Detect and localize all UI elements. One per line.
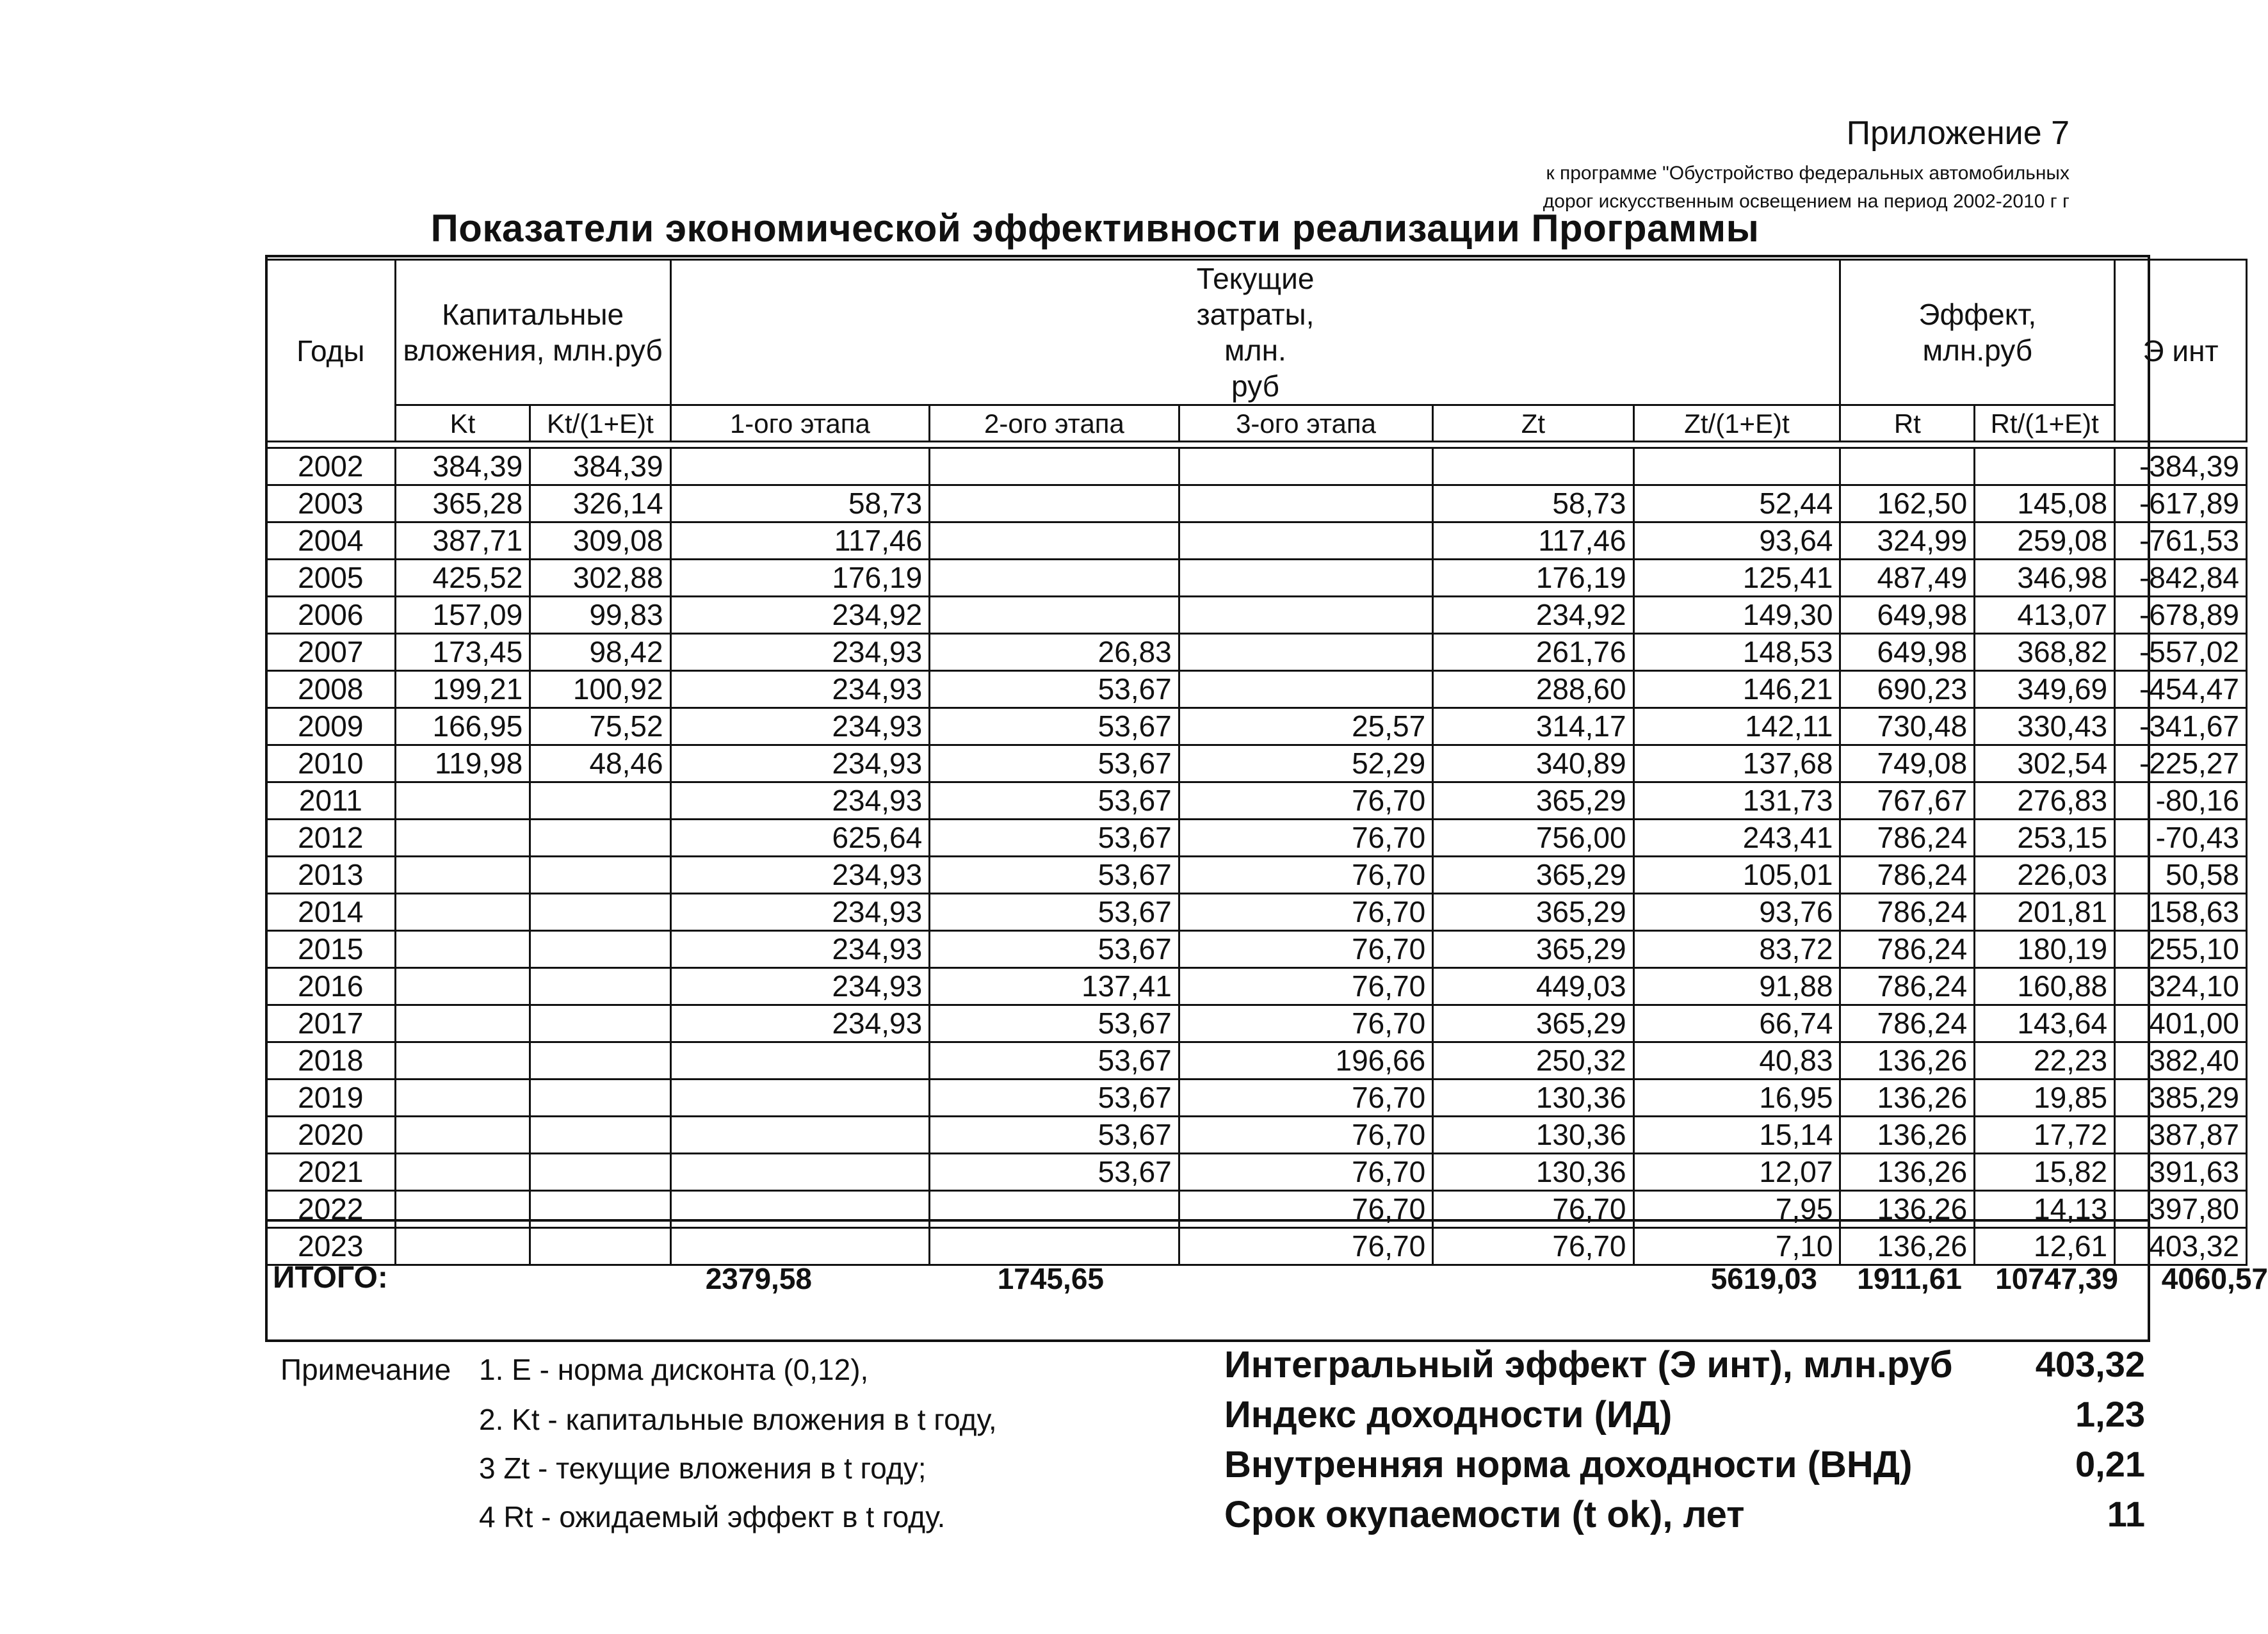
table-row [266, 1154, 2247, 1191]
value-cell: 384,39 [395, 448, 530, 485]
year-cell: 2011 [266, 782, 396, 820]
year-cell: 2004 [266, 522, 396, 560]
value-cell: 326,14 [530, 485, 670, 522]
value-cell [395, 1005, 530, 1042]
year-cell: 2022 [266, 1191, 396, 1228]
value-cell: 53,67 [930, 931, 1179, 968]
program-reference-line-1: к программе "Обустройство федеральных автомобильных [1546, 163, 2070, 184]
value-cell [530, 1042, 670, 1080]
value-cell: 253,15 [1975, 820, 2115, 857]
year-cell: 2013 [266, 857, 396, 894]
value-cell [395, 857, 530, 894]
subheader-cell: 1-ого этапа [670, 405, 930, 442]
value-cell: 142,11 [1633, 708, 1840, 745]
value-cell: 76,70 [1179, 1080, 1432, 1117]
value-cell: 53,67 [930, 1005, 1179, 1042]
value-cell: 53,67 [930, 782, 1179, 820]
value-cell: 625,64 [670, 820, 930, 857]
value-cell: 387,71 [395, 522, 530, 560]
value-cell [395, 782, 530, 820]
value-cell: 368,82 [1975, 634, 2115, 671]
year-cell: 2008 [266, 671, 396, 708]
value-cell: 234,93 [670, 671, 930, 708]
value-cell: 176,19 [670, 560, 930, 597]
value-cell: 449,03 [1433, 968, 1633, 1005]
value-cell: 76,70 [1179, 1005, 1432, 1042]
total-kt: 2379,58 [705, 1262, 812, 1295]
value-cell [1840, 448, 1975, 485]
value-cell: -341,67 [2115, 708, 2247, 745]
value-cell [1179, 448, 1432, 485]
value-cell: 340,89 [1433, 745, 1633, 782]
subheader-cell: Kt/(1+E)t [530, 405, 670, 442]
indicator-value-integral-effect: 403,32 [2035, 1344, 2145, 1384]
table-row [266, 560, 2247, 597]
value-cell: 119,98 [395, 745, 530, 782]
value-cell: 93,76 [1633, 894, 1840, 931]
value-cell [1975, 448, 2115, 485]
value-cell: 250,32 [1433, 1042, 1633, 1080]
value-cell [530, 1005, 670, 1042]
table-row [266, 485, 2247, 522]
year-cell: 2015 [266, 931, 396, 968]
value-cell: 145,08 [1975, 485, 2115, 522]
value-cell: 130,36 [1433, 1154, 1633, 1191]
value-cell: 730,48 [1840, 708, 1975, 745]
value-cell [1179, 597, 1432, 634]
current-costs-header: Текущие затраты, млн. руб [670, 260, 1840, 405]
year-cell: 2010 [266, 745, 396, 782]
value-cell: 384,39 [530, 448, 670, 485]
value-cell: -70,43 [2115, 820, 2247, 857]
value-cell [395, 1042, 530, 1080]
value-cell: 58,73 [670, 485, 930, 522]
indicator-value-profitability-index: 1,23 [2075, 1394, 2145, 1434]
year-cell: 2003 [266, 485, 396, 522]
table-row [266, 522, 2247, 560]
note-item-1: 1. Е - норма дисконта (0,12), [479, 1353, 869, 1386]
value-cell: 53,67 [930, 894, 1179, 931]
value-cell: 649,98 [1840, 634, 1975, 671]
value-cell: 234,93 [670, 1005, 930, 1042]
value-cell: 387,87 [2115, 1117, 2247, 1154]
note-item-4: 4 Rt - ожидаемый эффект в t году. [479, 1500, 946, 1533]
value-cell: 391,63 [2115, 1154, 2247, 1191]
value-cell [395, 1117, 530, 1154]
value-cell: 385,29 [2115, 1080, 2247, 1117]
value-cell: 259,08 [1975, 522, 2115, 560]
value-cell: 786,24 [1840, 968, 1975, 1005]
indicator-label-irr: Внутренняя норма доходности (ВНД) [1224, 1444, 1913, 1485]
value-cell: 91,88 [1633, 968, 1840, 1005]
total-rt-discounted: 4060,57 [2161, 1262, 2268, 1295]
value-cell: 75,52 [530, 708, 670, 745]
value-cell: 52,44 [1633, 485, 1840, 522]
note-item-3: 3 Zt - текущие вложения в t году; [479, 1452, 927, 1485]
value-cell: 76,70 [1179, 1228, 1432, 1265]
capital-header: Капитальные вложения, млн.руб [395, 260, 670, 405]
value-cell: 146,21 [1633, 671, 1840, 708]
value-cell [395, 820, 530, 857]
value-cell: 365,28 [395, 485, 530, 522]
value-cell: 12,61 [1975, 1228, 2115, 1265]
value-cell: 7,10 [1633, 1228, 1840, 1265]
value-cell: 52,29 [1179, 745, 1432, 782]
value-cell: 143,64 [1975, 1005, 2115, 1042]
value-cell: 261,76 [1433, 634, 1633, 671]
value-cell [530, 894, 670, 931]
value-cell: 302,88 [530, 560, 670, 597]
total-zt: 5619,03 [1710, 1262, 1817, 1295]
value-cell: 166,95 [395, 708, 530, 745]
value-cell: 136,26 [1840, 1080, 1975, 1117]
value-cell: 324,10 [2115, 968, 2247, 1005]
table-row [266, 894, 2247, 931]
value-cell: 749,08 [1840, 745, 1975, 782]
value-cell: 76,70 [1179, 857, 1432, 894]
year-cell: 2009 [266, 708, 396, 745]
value-cell: 117,46 [670, 522, 930, 560]
value-cell: -761,53 [2115, 522, 2247, 560]
value-cell: 26,83 [930, 634, 1179, 671]
value-cell: 365,29 [1433, 782, 1633, 820]
table-row [266, 931, 2247, 968]
value-cell: 365,29 [1433, 1005, 1633, 1042]
value-cell [930, 448, 1179, 485]
value-cell: 136,26 [1840, 1042, 1975, 1080]
value-cell: 76,70 [1179, 1154, 1432, 1191]
value-cell: 50,58 [2115, 857, 2247, 894]
value-cell: 162,50 [1840, 485, 1975, 522]
years-header: Годы [266, 260, 396, 442]
value-cell: -557,02 [2115, 634, 2247, 671]
value-cell: 324,99 [1840, 522, 1975, 560]
value-cell [1179, 671, 1432, 708]
value-cell: 136,26 [1840, 1228, 1975, 1265]
value-cell: 53,67 [930, 708, 1179, 745]
value-cell: 346,98 [1975, 560, 2115, 597]
value-cell: 786,24 [1840, 1005, 1975, 1042]
value-cell [1433, 448, 1633, 485]
value-cell: 66,74 [1633, 1005, 1840, 1042]
value-cell [530, 968, 670, 1005]
year-cell: 2016 [266, 968, 396, 1005]
value-cell: 234,93 [670, 708, 930, 745]
value-cell: 130,36 [1433, 1117, 1633, 1154]
value-cell: 234,92 [1433, 597, 1633, 634]
value-cell [1179, 560, 1432, 597]
value-cell: 76,70 [1433, 1191, 1633, 1228]
value-cell: -80,16 [2115, 782, 2247, 820]
year-cell: 2002 [266, 448, 396, 485]
value-cell: 99,83 [530, 597, 670, 634]
value-cell: 403,32 [2115, 1228, 2247, 1265]
value-cell: 117,46 [1433, 522, 1633, 560]
value-cell: 401,00 [2115, 1005, 2247, 1042]
value-cell: 98,42 [530, 634, 670, 671]
value-cell: 105,01 [1633, 857, 1840, 894]
value-cell: 136,26 [1840, 1191, 1975, 1228]
value-cell [530, 857, 670, 894]
value-cell: 201,81 [1975, 894, 2115, 931]
value-cell: 40,83 [1633, 1042, 1840, 1080]
value-cell: -384,39 [2115, 448, 2247, 485]
value-cell: 136,26 [1840, 1154, 1975, 1191]
value-cell: 234,93 [670, 634, 930, 671]
indicator-label-profitability-index: Индекс доходности (ИД) [1224, 1394, 1673, 1436]
total-kt-discounted: 1745,65 [997, 1262, 1104, 1295]
year-cell: 2018 [266, 1042, 396, 1080]
value-cell: 93,64 [1633, 522, 1840, 560]
table-row [266, 1042, 2247, 1080]
table-row [266, 782, 2247, 820]
year-cell: 2021 [266, 1154, 396, 1191]
year-cell: 2005 [266, 560, 396, 597]
value-cell [670, 1042, 930, 1080]
value-cell: 53,67 [930, 1154, 1179, 1191]
value-cell [1633, 448, 1840, 485]
table-row [266, 634, 2247, 671]
value-cell [670, 1154, 930, 1191]
total-rt: 10747,39 [1995, 1262, 2118, 1295]
value-cell: 158,63 [2115, 894, 2247, 931]
value-cell [530, 1154, 670, 1191]
appendix-label: Приложение 7 [1846, 115, 2070, 152]
table-row [266, 448, 2247, 485]
value-cell: 226,03 [1975, 857, 2115, 894]
value-cell: 76,70 [1179, 1117, 1432, 1154]
value-cell: 14,13 [1975, 1191, 2115, 1228]
year-cell: 2014 [266, 894, 396, 931]
value-cell: 58,73 [1433, 485, 1633, 522]
value-cell: 234,93 [670, 931, 930, 968]
value-cell: 180,19 [1975, 931, 2115, 968]
year-cell: 2020 [266, 1117, 396, 1154]
value-cell: 76,70 [1179, 1191, 1432, 1228]
value-cell [1179, 485, 1432, 522]
table-row [266, 671, 2247, 708]
value-cell: 365,29 [1433, 931, 1633, 968]
value-cell [395, 1080, 530, 1117]
year-cell: 2017 [266, 1005, 396, 1042]
subheader-cell: 3-ого этапа [1179, 405, 1432, 442]
year-cell: 2012 [266, 820, 396, 857]
value-cell: 48,46 [530, 745, 670, 782]
value-cell: 425,52 [395, 560, 530, 597]
value-cell: 53,67 [930, 1042, 1179, 1080]
value-cell: 15,14 [1633, 1117, 1840, 1154]
value-cell: 302,54 [1975, 745, 2115, 782]
value-cell: 234,93 [670, 857, 930, 894]
indicator-value-irr: 0,21 [2075, 1444, 2145, 1484]
value-cell: 199,21 [395, 671, 530, 708]
subheader-cell: Zt [1433, 405, 1633, 442]
eint-header: Э инт [2115, 260, 2247, 442]
table-row [266, 968, 2247, 1005]
subheader-cell: Rt [1840, 405, 1975, 442]
value-cell: 137,68 [1633, 745, 1840, 782]
value-cell: 136,26 [1840, 1117, 1975, 1154]
table-row [266, 745, 2247, 782]
value-cell: 149,30 [1633, 597, 1840, 634]
value-cell: 786,24 [1840, 931, 1975, 968]
value-cell: 22,23 [1975, 1042, 2115, 1080]
indicator-label-integral-effect: Интегральный эффект (Э инт), млн.руб [1224, 1344, 1953, 1386]
value-cell: 413,07 [1975, 597, 2115, 634]
year-cell: 2007 [266, 634, 396, 671]
value-cell: 382,40 [2115, 1042, 2247, 1080]
program-reference-line-2: дорог искусственным освещением на период 2002-2010 г г [1543, 191, 2070, 212]
value-cell [670, 1080, 930, 1117]
value-cell: 649,98 [1840, 597, 1975, 634]
value-cell: 309,08 [530, 522, 670, 560]
value-cell: 83,72 [1633, 931, 1840, 968]
value-cell: 25,57 [1179, 708, 1432, 745]
value-cell: 7,95 [1633, 1191, 1840, 1228]
value-cell: 314,17 [1433, 708, 1633, 745]
table-row [266, 708, 2247, 745]
table-row [266, 1005, 2247, 1042]
value-cell: 76,70 [1179, 820, 1432, 857]
notes-prefix: Примечание [280, 1353, 451, 1386]
value-cell: 76,70 [1433, 1228, 1633, 1265]
value-cell [530, 782, 670, 820]
value-cell [530, 1080, 670, 1117]
value-cell: 786,24 [1840, 857, 1975, 894]
value-cell: 365,29 [1433, 894, 1633, 931]
value-cell [395, 1154, 530, 1191]
value-cell: 131,73 [1633, 782, 1840, 820]
header-separator [266, 442, 2247, 448]
value-cell: 234,92 [670, 597, 930, 634]
value-cell: -617,89 [2115, 485, 2247, 522]
subheader-cell: 2-ого этапа [930, 405, 1179, 442]
subheader-row [266, 405, 2247, 442]
value-cell: 196,66 [1179, 1042, 1432, 1080]
value-cell: 786,24 [1840, 894, 1975, 931]
value-cell: -454,47 [2115, 671, 2247, 708]
value-cell: 53,67 [930, 1080, 1179, 1117]
subheader-cell: Kt [395, 405, 530, 442]
totals-label: ИТОГО: [273, 1261, 388, 1295]
value-cell [930, 485, 1179, 522]
value-cell [530, 820, 670, 857]
value-cell: 76,70 [1179, 894, 1432, 931]
value-cell: 349,69 [1975, 671, 2115, 708]
value-cell: 173,45 [395, 634, 530, 671]
value-cell: 243,41 [1633, 820, 1840, 857]
value-cell [670, 448, 930, 485]
year-cell: 2019 [266, 1080, 396, 1117]
value-cell: 276,83 [1975, 782, 2115, 820]
value-cell: -225,27 [2115, 745, 2247, 782]
value-cell: 234,93 [670, 894, 930, 931]
year-cell: 2006 [266, 597, 396, 634]
separator-cell [266, 442, 2247, 448]
page-title: Показатели экономической эффективности реализации Программы [430, 207, 1760, 250]
year-cell: 2023 [266, 1228, 396, 1265]
value-cell: 767,67 [1840, 782, 1975, 820]
value-cell: 234,93 [670, 745, 930, 782]
subheader-cell: Rt/(1+E)t [1975, 405, 2115, 442]
value-cell: 130,36 [1433, 1080, 1633, 1117]
value-cell: 53,67 [930, 745, 1179, 782]
value-cell [1179, 634, 1432, 671]
value-cell [530, 1117, 670, 1154]
value-cell: 76,70 [1179, 931, 1432, 968]
effect-header: Эффект, млн.руб [1840, 260, 2115, 405]
value-cell: 365,29 [1433, 857, 1633, 894]
value-cell [395, 894, 530, 931]
value-cell [930, 597, 1179, 634]
value-cell [930, 560, 1179, 597]
value-cell: 255,10 [2115, 931, 2247, 968]
value-cell: 16,95 [1633, 1080, 1840, 1117]
indicator-label-payback: Срок окупаемости (t ok), лет [1224, 1494, 1745, 1535]
value-cell: 234,93 [670, 782, 930, 820]
value-cell: -678,89 [2115, 597, 2247, 634]
table-row [266, 597, 2247, 634]
value-cell: 15,82 [1975, 1154, 2115, 1191]
value-cell: 397,80 [2115, 1191, 2247, 1228]
value-cell: 19,85 [1975, 1080, 2115, 1117]
value-cell: 53,67 [930, 820, 1179, 857]
value-cell: 76,70 [1179, 968, 1432, 1005]
value-cell [1179, 522, 1432, 560]
value-cell: 76,70 [1179, 782, 1432, 820]
value-cell: 157,09 [395, 597, 530, 634]
value-cell: 148,53 [1633, 634, 1840, 671]
value-cell: 160,88 [1975, 968, 2115, 1005]
value-cell: 137,41 [930, 968, 1179, 1005]
note-item-2: 2. Kt - капитальные вложения в t году, [479, 1403, 997, 1436]
value-cell: 330,43 [1975, 708, 2115, 745]
value-cell: 17,72 [1975, 1117, 2115, 1154]
value-cell [930, 522, 1179, 560]
value-cell: 690,23 [1840, 671, 1975, 708]
value-cell: 53,67 [930, 671, 1179, 708]
total-zt-discounted: 1911,61 [1857, 1262, 1962, 1295]
value-cell: 756,00 [1433, 820, 1633, 857]
value-cell: 176,19 [1433, 560, 1633, 597]
value-cell [670, 1117, 930, 1154]
value-cell: -842,84 [2115, 560, 2247, 597]
table-row [266, 820, 2247, 857]
value-cell: 288,60 [1433, 671, 1633, 708]
table-row [266, 857, 2247, 894]
value-cell [530, 931, 670, 968]
indicator-value-payback: 11 [2107, 1494, 2145, 1534]
value-cell [395, 931, 530, 968]
table-row [266, 1080, 2247, 1117]
value-cell: 53,67 [930, 1117, 1179, 1154]
value-cell: 100,92 [530, 671, 670, 708]
value-cell: 53,67 [930, 857, 1179, 894]
subheader-cell: Zt/(1+E)t [1633, 405, 1840, 442]
value-cell: 125,41 [1633, 560, 1840, 597]
value-cell: 12,07 [1633, 1154, 1840, 1191]
value-cell: 234,93 [670, 968, 930, 1005]
value-cell: 786,24 [1840, 820, 1975, 857]
value-cell [395, 968, 530, 1005]
efficiency-table [265, 259, 2248, 1266]
table-row [266, 1117, 2247, 1154]
value-cell: 487,49 [1840, 560, 1975, 597]
